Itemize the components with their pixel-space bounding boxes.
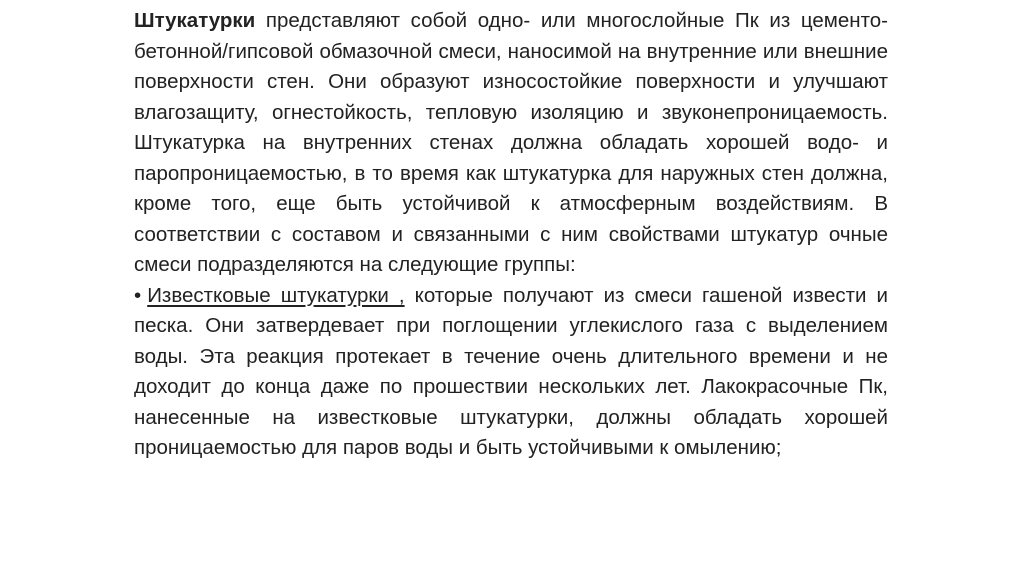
slide-text-block: [134, 6, 888, 464]
term-lime-plasters: Известковые штукатурки ,: [147, 283, 405, 307]
bullet-lime-plasters-text: которые получают из смеси гашеной извести и песка. Они затвердевает при поглощении углекислого газа с выделением воды. Эта реакция протекает в течение очень длительного времени и не доходит до конца даже по прошествии нескольких лет. Лакокрасочные Пк, нанесенные на известковые штукатурки, должны обладать хорошей проницаемостью для паров воды и быть устойчивыми к омылению;: [134, 283, 888, 459]
bullet-lime-plasters: [134, 281, 888, 464]
term-plasters: Штукатурки: [134, 9, 256, 32]
paragraph-intro-text: представляют собой одно- или многослойные Пк из цементо-бетонной/гипсовой обмазочной смеси, наносимой на внутренние или внешние поверхности стен. Они образуют износостойкие поверхности и улучшают влагозащиту, огнестойкость, тепловую изоляцию и звуконепроницаемость. Штукатурка на внутренних стенах должна обладать хорошей водо- и паропроницаемостью, в то время как штукатурка для наружных стен должна, кроме того, еще быть устойчивой к атмосферным воздействиям. В соответствии с составом и связанными с ним свойствами штукатур очные смеси подразделяются на следующие группы:: [134, 9, 888, 276]
bullet-marker: •: [134, 283, 142, 307]
paragraph-intro: [134, 6, 888, 281]
